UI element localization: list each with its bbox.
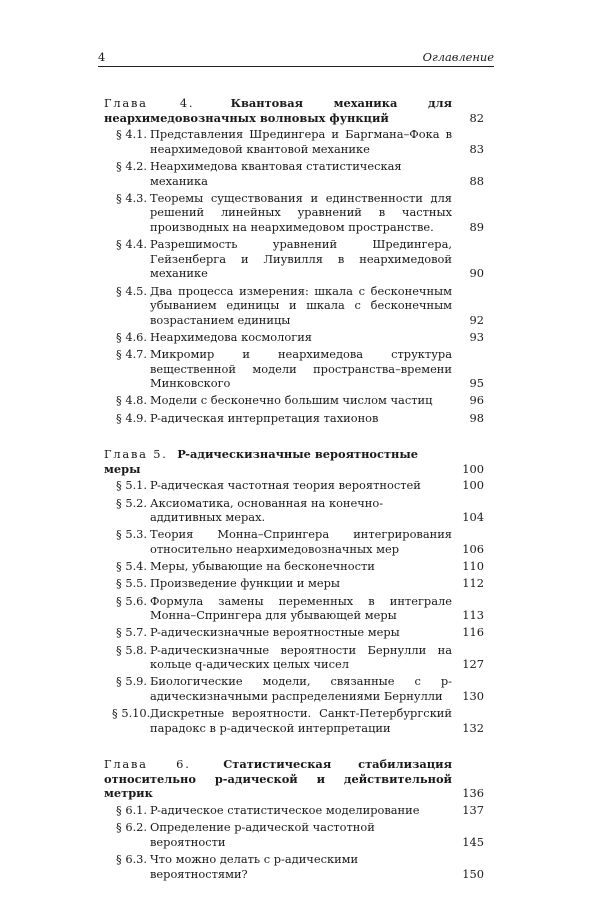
section-number: § 5.4. xyxy=(116,559,148,574)
section-title: Аксиоматика, основанная на конечно-аддитивных мерах. xyxy=(150,495,384,525)
page-ref: 106 xyxy=(454,542,484,557)
toc-entry[interactable] xyxy=(104,527,484,556)
page-ref: 92 xyxy=(454,313,484,328)
section-number: § 6.1. xyxy=(116,803,148,818)
section-number: § 5.10. xyxy=(112,706,151,721)
toc-entry[interactable] xyxy=(104,674,484,703)
section-number: § 5.6. xyxy=(116,593,148,608)
chapter-label: Глава 6. xyxy=(104,757,191,772)
chapter-heading[interactable] xyxy=(104,757,484,801)
chapter-5 xyxy=(104,447,484,735)
page-ref: 150 xyxy=(454,867,484,882)
section-number: § 4.6. xyxy=(116,329,148,344)
section-title: P-адическая частотная теория вероятностей xyxy=(150,478,421,493)
section-number: § 6.2. xyxy=(116,820,148,835)
page-ref: 127 xyxy=(454,657,484,672)
page-ref: 93 xyxy=(454,330,484,345)
page-ref: 130 xyxy=(454,689,484,704)
section-title: Неархимедова космология xyxy=(150,329,312,344)
page-ref: 89 xyxy=(454,220,484,235)
page-ref: 96 xyxy=(454,393,484,408)
chapter-title: P-адическизначные вероятностные меры xyxy=(104,447,419,476)
toc-entry[interactable] xyxy=(104,803,484,818)
chapter-title: Квантовая механика для неархимедовозначных волновых функций xyxy=(104,96,452,125)
page-ref: 82 xyxy=(454,111,484,126)
toc-entry[interactable] xyxy=(104,706,484,735)
page-number: 4 xyxy=(98,50,106,64)
table-of-contents xyxy=(104,96,484,903)
chapter-label: Глава 4. xyxy=(104,96,195,110)
section-number: § 5.9. xyxy=(116,674,148,689)
section-number: § 5.2. xyxy=(116,495,148,510)
toc-entry[interactable] xyxy=(104,159,484,188)
section-title: Что можно делать с p-адическими вероятностями? xyxy=(150,852,359,881)
section-title: Модели с бесконечно большим числом частиц xyxy=(150,393,433,408)
page-ref: 88 xyxy=(454,174,484,189)
page-ref: 113 xyxy=(454,608,484,623)
page-ref: 98 xyxy=(454,411,484,426)
toc-entry[interactable] xyxy=(104,625,484,640)
section-title: P-адическизначные вероятности Бернулли на кольце q-адических целых чисел xyxy=(150,642,452,672)
chapter-heading[interactable] xyxy=(104,96,484,125)
toc-entry[interactable] xyxy=(104,347,484,391)
section-title: Определение p-адической частотной вероятности xyxy=(150,820,375,849)
section-title: P-адическая интерпретация тахионов xyxy=(150,410,379,425)
page-ref: 132 xyxy=(454,721,484,736)
toc-entry[interactable] xyxy=(104,478,484,493)
page-ref: 90 xyxy=(454,266,484,281)
toc-entry[interactable] xyxy=(104,643,484,672)
toc-entry[interactable] xyxy=(104,284,484,328)
running-head xyxy=(98,50,494,67)
page-ref: 110 xyxy=(454,559,484,574)
toc-entry[interactable] xyxy=(104,852,484,881)
toc-entry[interactable] xyxy=(104,330,484,345)
page-ref: 145 xyxy=(454,835,484,850)
chapter-4 xyxy=(104,96,484,425)
section-title: Дискретные вероятности. Санкт-Петербургский парадокс в p-адической интерпретации xyxy=(150,706,452,735)
section-number: § 5.3. xyxy=(116,527,148,542)
section-number: § 5.1. xyxy=(116,478,148,493)
page-ref: 100 xyxy=(454,478,484,493)
chapter-6 xyxy=(104,757,484,881)
toc-entry[interactable] xyxy=(104,820,484,849)
toc-entry[interactable] xyxy=(104,237,484,281)
section-title: P-адическое статистическое моделирование xyxy=(150,803,420,818)
section-title: Теория Монна–Спрингера интегрирования относительно неархимедовозначных мер xyxy=(150,527,452,556)
page-ref: 137 xyxy=(454,803,484,818)
section-title: Разрешимость уравнений Шредингера, Гейзенберга и Лиувилля в неархимедовой механике xyxy=(150,237,452,281)
section-title: Теоремы существования и единственности для решений линейных уравнений в частных производных на неархимедовом пространстве. xyxy=(150,190,452,234)
section-number: § 4.1. xyxy=(116,127,148,142)
section-number: § 5.5. xyxy=(116,576,148,591)
section-title: Микромир и неархимедова структура вещественной модели пространства–времени Минковского xyxy=(150,347,452,391)
toc-entry[interactable] xyxy=(104,576,484,591)
page-ref: 116 xyxy=(454,625,484,640)
section-title: Меры, убывающие на бесконечности xyxy=(150,559,375,574)
toc-entry[interactable] xyxy=(104,496,484,525)
chapter-title: Статистическая стабилизация относительно p-адической и действительной метрик xyxy=(104,757,452,801)
toc-entry[interactable] xyxy=(104,411,484,426)
toc-entry[interactable] xyxy=(104,127,484,156)
section-title: Неархимедова квантовая статистическая механика xyxy=(150,158,402,188)
toc-entry[interactable] xyxy=(104,191,484,235)
page-ref: 112 xyxy=(454,576,484,591)
section-number: § 5.8. xyxy=(116,642,148,657)
section-title: Биологические модели, связанные с p-адическизначными распределениями Бернулли xyxy=(150,674,452,703)
chapter-heading[interactable] xyxy=(104,447,484,476)
page-ref: 95 xyxy=(454,376,484,391)
section-number: § 5.7. xyxy=(116,625,148,640)
section-number: § 4.3. xyxy=(116,190,148,205)
toc-entry[interactable] xyxy=(104,594,484,623)
section-title: Два процесса измерения: шкала с бесконечным убыванием единицы и шкала с бесконечным возрастанием единицы xyxy=(150,283,452,327)
section-number: § 4.7. xyxy=(116,347,148,362)
section-number: § 4.9. xyxy=(116,410,148,425)
toc-entry[interactable] xyxy=(104,393,484,408)
section-title: Произведение функции и меры xyxy=(150,576,340,591)
chapter-label: Глава 5. xyxy=(104,447,168,462)
page-ref: 104 xyxy=(454,510,484,525)
section-number: § 4.8. xyxy=(116,393,148,408)
section-title: Формула замены переменных в интеграле Монна–Спрингера для убывающей меры xyxy=(150,593,452,623)
section-number: § 4.5. xyxy=(116,283,148,298)
running-title: Оглавление xyxy=(422,50,494,64)
page-ref: 100 xyxy=(454,462,484,477)
toc-entry[interactable] xyxy=(104,559,484,574)
page-ref: 136 xyxy=(454,786,484,801)
section-title: Представления Шредингера и Баргмана–Фока в неархимедовой квантовой механике xyxy=(150,127,452,156)
page-ref: 83 xyxy=(454,142,484,157)
section-number: § 4.4. xyxy=(116,237,148,252)
section-number: § 4.2. xyxy=(116,158,148,173)
section-number: § 6.3. xyxy=(116,852,148,866)
section-title: P-адическизначные вероятностные меры xyxy=(150,625,400,640)
